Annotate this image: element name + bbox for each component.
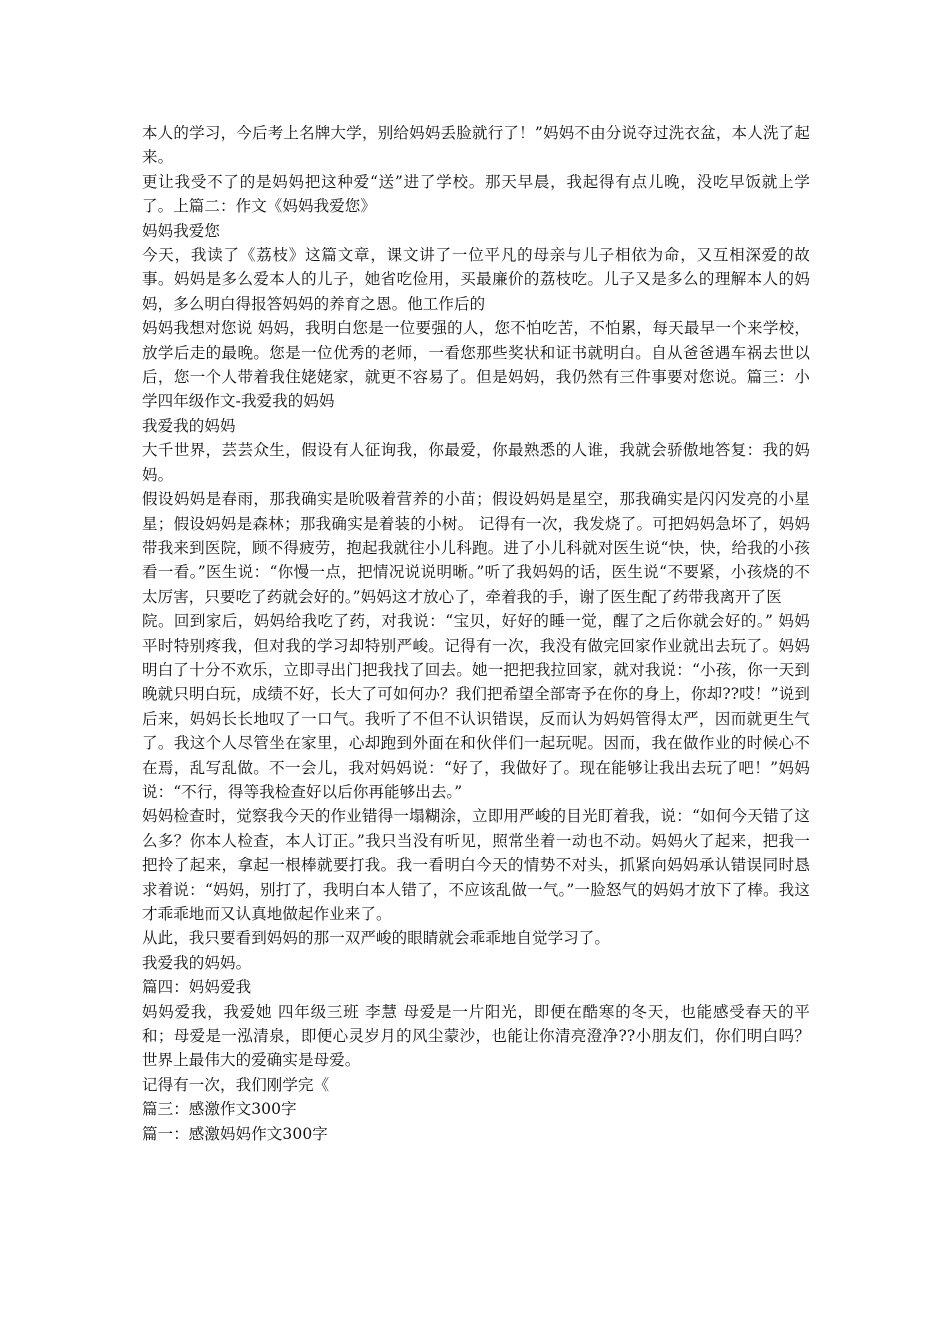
section-heading: 篇四：妈妈爱我 — [142, 978, 252, 997]
paragraph: 妈妈我想对您说 妈妈，我明白您是一位要强的人，您不怕吃苦，不怕累，每天最早一个来学校，放学后走的最晚。您是一位优秀的老师，一看您那些奖状和证书就明白。自从爸爸遇车祸去世以后，您一个人带着我住姥姥家，就更不容易了。但是妈妈，我仍然有三件事要对您说。篇三：小学四年级作文-我爱我的妈妈 — [142, 319, 810, 411]
paragraph: 从此，我只要看到妈妈的那一双严峻的眼睛就会乖乖地自觉学习了。 — [142, 929, 611, 948]
paragraph: 大千世界，芸芸众生，假设有人征询我，你最爱，你最熟悉的人谁，我就会骄傲地答复：我的妈妈。 — [142, 441, 810, 484]
paragraph: 我爱我的妈妈。 — [142, 953, 252, 972]
section-heading: 篇一：感激妈妈作文300字 — [142, 1124, 328, 1143]
section-heading: 妈妈我爱您 — [142, 221, 221, 240]
section-heading: 我爱我的妈妈 — [142, 416, 236, 435]
paragraph: 本人的学习，今后考上名牌大学，别给妈妈丢脸就行了！”妈妈不由分说夺过洗衣盆，本人洗了起来。 — [142, 124, 810, 167]
section-heading: 篇三：感激作文300字 — [142, 1100, 297, 1119]
document-body — [142, 121, 810, 1146]
paragraph: 更让我受不了的是妈妈把这种爱“送”进了学校。那天早晨，我起得有点儿晚，没吃早饭就上学了。上篇二：作文《妈妈我爱您》 — [142, 172, 810, 216]
paragraph: 假设妈妈是春雨，那我确实是吮吸着营养的小苗；假设妈妈是星空，那我确实是闪闪发亮的小星星；假设妈妈是森林；那我确实是着装的小树。 记得有一次，我发烧了。可把妈妈急坏了，妈妈带我来到医院，顾不得疲劳，抱起我就往小儿科跑。进了小儿科就对医生说“快，快，给我的小孩看一看。”医生说：“你慢一点，把情况说说明晰。”听了我妈妈的话，医生说“不要紧，小孩烧的不太厉害，只要吃了药就会好的。”妈妈这才放心了，牵着我的手，谢了医生配了药带我离开了医 — [142, 490, 810, 606]
paragraph: 妈妈检查时，觉察我今天的作业错得一塌糊涂，立即用严峻的目光盯着我，说：“如何今天错了这么多？你本人检查，本人订正。”我只当没有听见，照常坐着一动也不动。妈妈火了起来，把我一把拎了起来，拿起一根棒就要打我。我一看明白今天的情势不对头，抓紧向妈妈承认错误同时恳求着说：“妈妈，别打了，我明白本人错了，不应该乱做一气。”一脸怒气的妈妈才放下了棒。我这才乖乖地而又认真地做起作业来了。 — [142, 807, 810, 923]
paragraph: 院。回到家后，妈妈给我吃了药，对我说：“宝贝，好好的睡一觉，醒了之后你就会好的。” 妈妈平时特别疼我，但对我的学习却特别严峻。记得有一次，我没有做完回家作业就出去玩了。妈妈明白了十分不欢乐，立即寻出门把我找了回去。她一把把我拉回家，就对我说：“小孩，你一天到晚就只明白玩，成绩不好，长大了可如何办？我们把希望全部寄予在你的身上，你却??哎！”说到后来，妈妈长长地叹了一口气。我听了不但不认识错误，反而认为妈妈管得太严，因而就更生气了。我这个人尽管坐在家里，心却跑到外面在和伙伴们一起玩呢。因而，我在做作业的时候心不在焉，乱写乱做。不一会儿，我对妈妈说：“好了，我做好了。现在能够让我出去玩了吧！”妈妈说：“不行，得等我检查好以后你再能够出去。” — [142, 612, 810, 801]
paragraph: 妈妈爱我，我爱她 四年级三班 李慧 母爱是一片阳光，即便在酷寒的冬天，也能感受春天的平和；母爱是一泓清泉，即便心灵岁月的风尘蒙沙，也能让你清亮澄净??小朋友们，你们明白吗？世界上最伟大的爱确实是母爱。 — [142, 1002, 810, 1070]
paragraph: 今天，我读了《荔枝》这篇文章，课文讲了一位平凡的母亲与儿子相依为命，又互相深爱的故事。妈妈是多么爱本人的儿子，她省吃俭用，买最廉价的荔枝吃。儿子又是多么的理解本人的妈妈，多么明白得报答妈妈的养育之恩。他工作后的 — [142, 246, 810, 313]
paragraph: 记得有一次，我们刚学完《 — [142, 1075, 330, 1094]
